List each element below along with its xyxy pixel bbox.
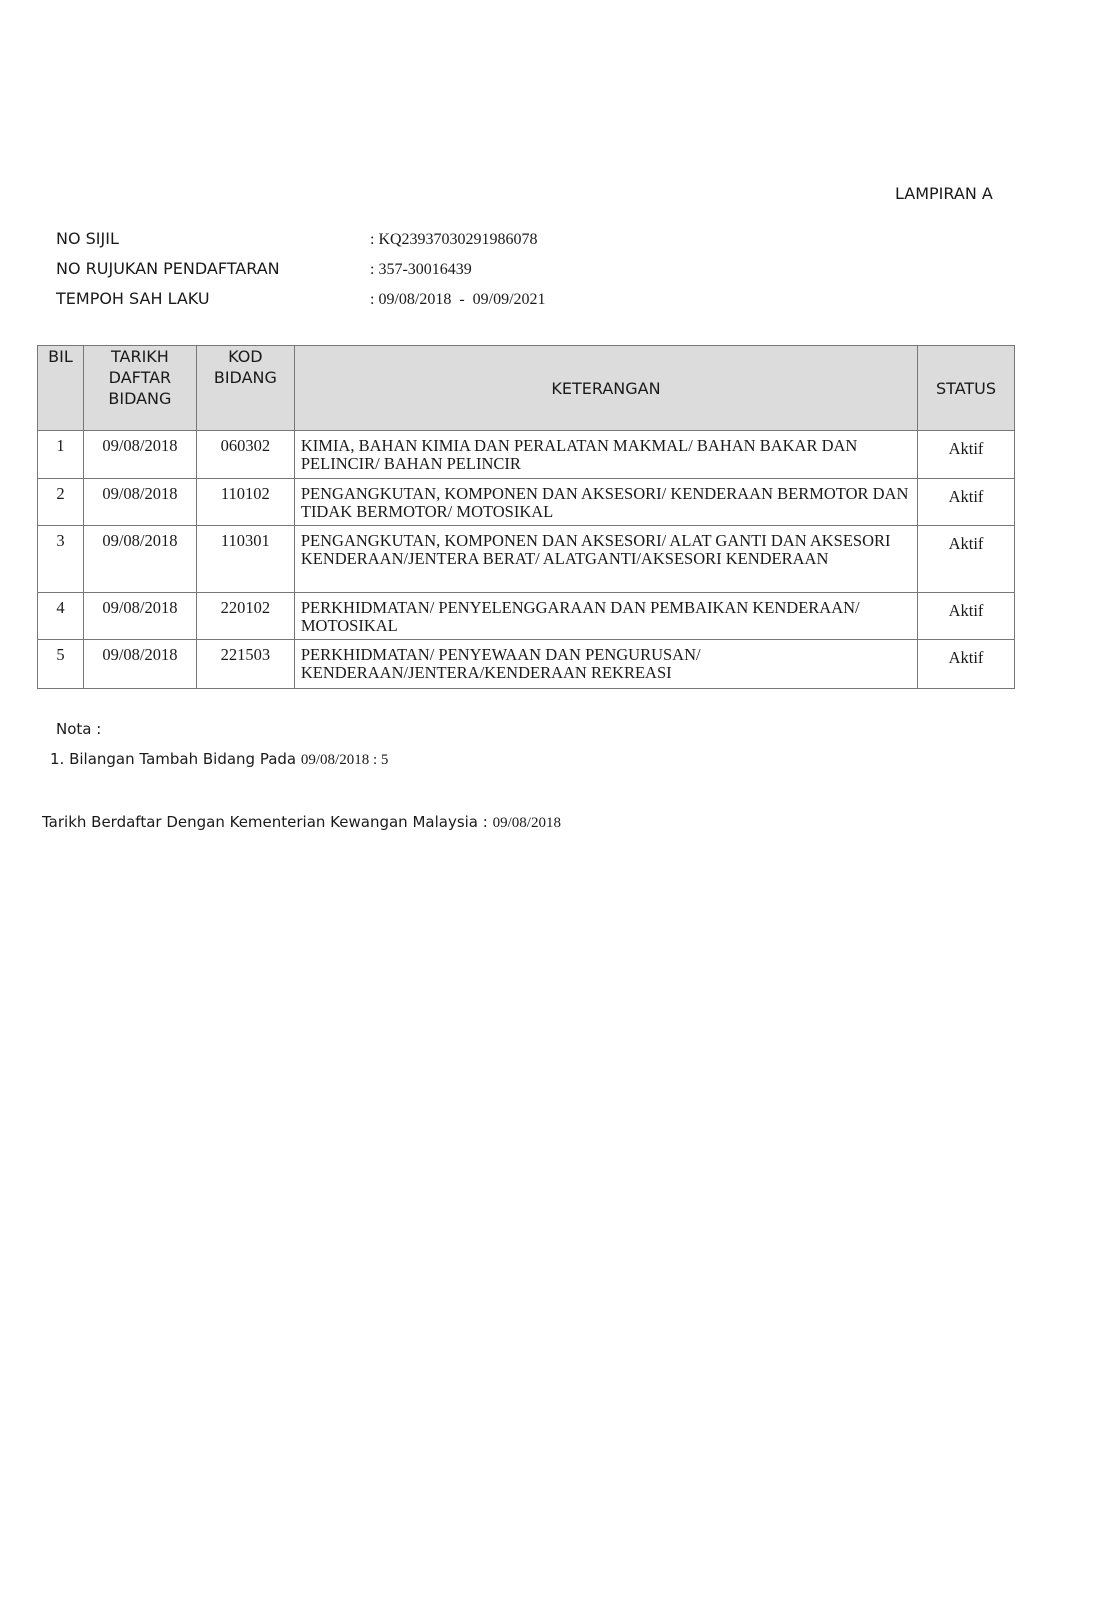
header-kod: KOD BIDANG [196, 346, 294, 431]
row-tarikh: 09/08/2018 [83, 431, 196, 479]
fields-table [37, 345, 1015, 689]
table-row [38, 431, 1015, 479]
row-keterangan: PERKHIDMATAN/ PENYEWAAN DAN PENGURUSAN/ KENDERAAN/JENTERA/KENDERAAN REKREASI [294, 640, 917, 689]
row-keterangan: PENGANGKUTAN, KOMPONEN DAN AKSESORI/ KENDERAAN BERMOTOR DAN TIDAK BERMOTOR/ MOTOSIKAL [294, 479, 917, 526]
row-kod: 060302 [196, 431, 294, 479]
row-tarikh: 09/08/2018 [83, 593, 196, 640]
row-keterangan: KIMIA, BAHAN KIMIA DAN PERALATAN MAKMAL/ BAHAN BAKAR DAN PELINCIR/ BAHAN PELINCIR [294, 431, 917, 479]
row-status: Aktif [918, 640, 1015, 689]
validity-value: : 09/08/2018 - 09/09/2021 [370, 291, 546, 308]
registration-date: Tarikh Berdaftar Dengan Kementerian Kewangan Malaysia : 09/08/2018 [42, 813, 561, 831]
row-kod: 221503 [196, 640, 294, 689]
row-status: Aktif [918, 431, 1015, 479]
row-kod: 220102 [196, 593, 294, 640]
table-row [38, 526, 1015, 593]
row-kod: 110301 [196, 526, 294, 593]
reg-ref-label: NO RUJUKAN PENDAFTARAN [56, 259, 280, 278]
row-tarikh: 09/08/2018 [83, 479, 196, 526]
validity-label: TEMPOH SAH LAKU [56, 289, 210, 308]
header-tarikh: TARIKH DAFTAR BIDANG [83, 346, 196, 431]
row-tarikh: 09/08/2018 [83, 640, 196, 689]
row-bil: 2 [38, 479, 84, 526]
table-row [38, 593, 1015, 640]
cert-no-value: : KQ23937030291986078 [370, 231, 538, 248]
note-item-1: 1. Bilangan Tambah Bidang Pada 09/08/2018 : 5 [50, 750, 389, 768]
row-bil: 4 [38, 593, 84, 640]
annex-label: LAMPIRAN A [895, 184, 993, 203]
header-bil: BIL [38, 346, 84, 431]
row-bil: 1 [38, 431, 84, 479]
row-bil: 5 [38, 640, 84, 689]
row-keterangan: PENGANGKUTAN, KOMPONEN DAN AKSESORI/ ALAT GANTI DAN AKSESORI KENDERAAN/JENTERA BERAT/ ALATGANTI/AKSESORI KENDERAAN [294, 526, 917, 593]
row-keterangan: PERKHIDMATAN/ PENYELENGGARAAN DAN PEMBAIKAN KENDERAAN/ MOTOSIKAL [294, 593, 917, 640]
table-row [38, 640, 1015, 689]
row-tarikh: 09/08/2018 [83, 526, 196, 593]
row-status: Aktif [918, 593, 1015, 640]
row-bil: 3 [38, 526, 84, 593]
row-status: Aktif [918, 479, 1015, 526]
header-status: STATUS [918, 346, 1015, 431]
row-kod: 110102 [196, 479, 294, 526]
reg-ref-value: : 357-30016439 [370, 261, 472, 278]
table-row [38, 479, 1015, 526]
header-keterangan: KETERANGAN [294, 346, 917, 431]
notes-title: Nota : [56, 720, 102, 738]
cert-no-label: NO SIJIL [56, 229, 119, 248]
row-status: Aktif [918, 526, 1015, 593]
